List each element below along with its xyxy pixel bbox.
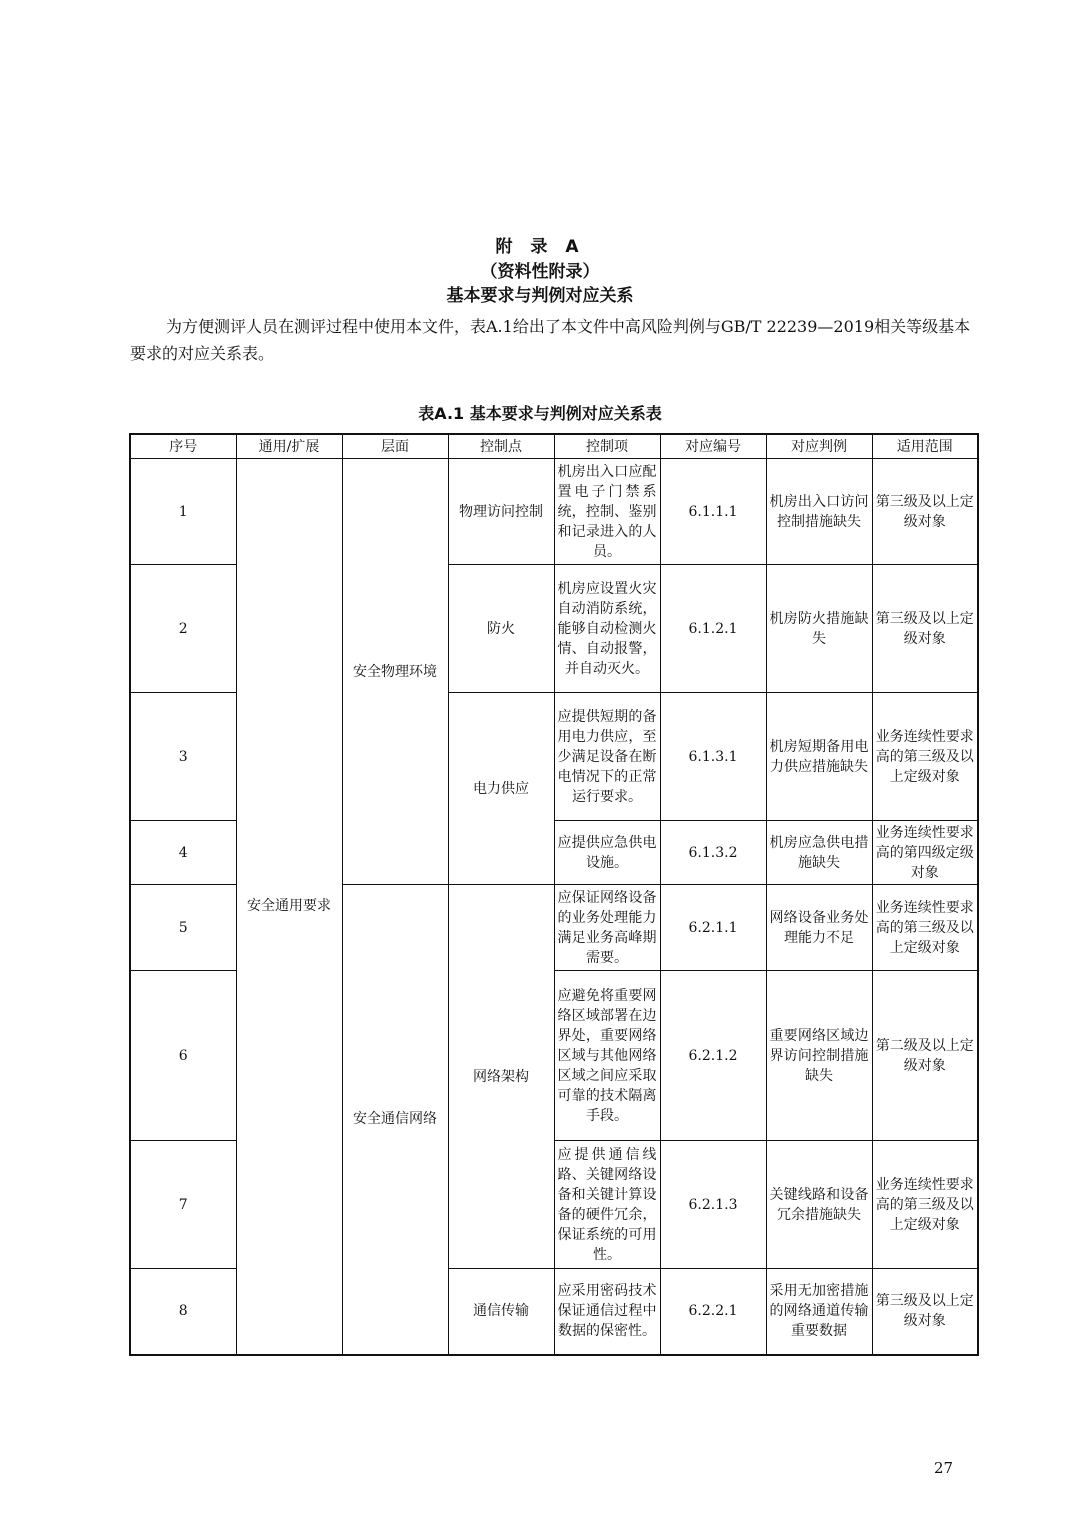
layer-cell: 安全物理环境	[342, 459, 448, 885]
control-item-cell: 应采用密码技术保证通信过程中数据的保密性。	[554, 1269, 660, 1355]
appendix-type: （资料性附录）	[480, 262, 600, 282]
table-row	[130, 459, 978, 565]
control-item-cell: 应避免将重要网络区域部署在边界处，重要网络区域与其他网络区域之间应采取可靠的技术隔离手段。	[554, 971, 660, 1141]
control-item-cell: 应提供短期的备用电力供应，至少满足设备在断电情况下的正常运行要求。	[554, 693, 660, 821]
column-header-applies: 适用范围	[872, 434, 978, 459]
code-cell: 6.2.2.1	[660, 1269, 766, 1355]
column-header-scope: 通用/扩展	[236, 434, 342, 459]
case-cell: 机房防火措施缺失	[766, 565, 872, 693]
control-point-cell: 防火	[448, 565, 554, 693]
code-cell: 6.2.1.1	[660, 885, 766, 971]
control-point-cell: 通信传输	[448, 1269, 554, 1355]
code-cell: 6.1.3.1	[660, 693, 766, 821]
case-cell: 采用无加密措施的网络通道传输重要数据	[766, 1269, 872, 1355]
column-header-control-item: 控制项	[554, 434, 660, 459]
case-cell: 机房应急供电措施缺失	[766, 821, 872, 885]
code-cell: 6.1.3.2	[660, 821, 766, 885]
applies-cell: 第三级及以上定级对象	[872, 1269, 978, 1355]
column-header-layer: 层面	[342, 434, 448, 459]
row-number: 4	[130, 821, 236, 885]
page-number: 27	[934, 1459, 954, 1477]
requirements-table	[129, 433, 979, 1356]
row-number: 8	[130, 1269, 236, 1355]
row-number: 6	[130, 971, 236, 1141]
case-cell: 网络设备业务处理能力不足	[766, 885, 872, 971]
control-item-cell: 机房应设置火灾自动消防系统，能够自动检测火情、自动报警，并自动灭火。	[554, 565, 660, 693]
control-item-cell: 应提供应急供电设施。	[554, 821, 660, 885]
control-point-cell: 网络架构	[448, 885, 554, 1269]
intro-paragraph: 为方便测评人员在测评过程中使用本文件，表A.1给出了本文件中高风险判例与GB/T 22239—2019相关等级基本要求的对应关系表。	[130, 317, 971, 363]
control-item-cell: 应提供通信线路、关键网络设备和关键计算设备的硬件冗余，保证系统的可用性。	[554, 1141, 660, 1269]
applies-cell: 第二级及以上定级对象	[872, 971, 978, 1141]
column-header-code: 对应编号	[660, 434, 766, 459]
code-cell: 6.2.1.2	[660, 971, 766, 1141]
case-cell: 机房短期备用电力供应措施缺失	[766, 693, 872, 821]
row-number: 2	[130, 565, 236, 693]
applies-cell: 业务连续性要求高的第三级及以上定级对象	[872, 885, 978, 971]
appendix-heading: 附 录 A	[495, 237, 585, 257]
table-title: 表A.1 基本要求与判例对应关系表	[418, 404, 662, 423]
control-item-cell: 机房出入口应配置电子门禁系统，控制、鉴别和记录进入的人员。	[554, 459, 660, 565]
applies-cell: 业务连续性要求高的第四级定级对象	[872, 821, 978, 885]
column-header-case: 对应判例	[766, 434, 872, 459]
table-header-row	[130, 434, 978, 459]
control-point-cell: 电力供应	[448, 693, 554, 885]
layer-cell: 安全通信网络	[342, 885, 448, 1355]
code-cell: 6.1.2.1	[660, 565, 766, 693]
control-item-cell: 应保证网络设备的业务处理能力满足业务高峰期需要。	[554, 885, 660, 971]
column-header-no: 序号	[130, 434, 236, 459]
row-number: 7	[130, 1141, 236, 1269]
applies-cell: 业务连续性要求高的第三级及以上定级对象	[872, 693, 978, 821]
applies-cell: 第三级及以上定级对象	[872, 459, 978, 565]
case-cell: 重要网络区域边界访问控制措施缺失	[766, 971, 872, 1141]
column-header-control-point: 控制点	[448, 434, 554, 459]
code-cell: 6.2.1.3	[660, 1141, 766, 1269]
case-cell: 关键线路和设备冗余措施缺失	[766, 1141, 872, 1269]
row-number: 5	[130, 885, 236, 971]
code-cell: 6.1.1.1	[660, 459, 766, 565]
case-cell: 机房出入口访问控制措施缺失	[766, 459, 872, 565]
control-point-cell: 物理访问控制	[448, 459, 554, 565]
row-number: 3	[130, 693, 236, 821]
scope-group-cell: 安全通用要求	[236, 459, 342, 1355]
row-number: 1	[130, 459, 236, 565]
appendix-title: 基本要求与判例对应关系	[446, 286, 634, 306]
applies-cell: 第三级及以上定级对象	[872, 565, 978, 693]
applies-cell: 业务连续性要求高的第三级及以上定级对象	[872, 1141, 978, 1269]
